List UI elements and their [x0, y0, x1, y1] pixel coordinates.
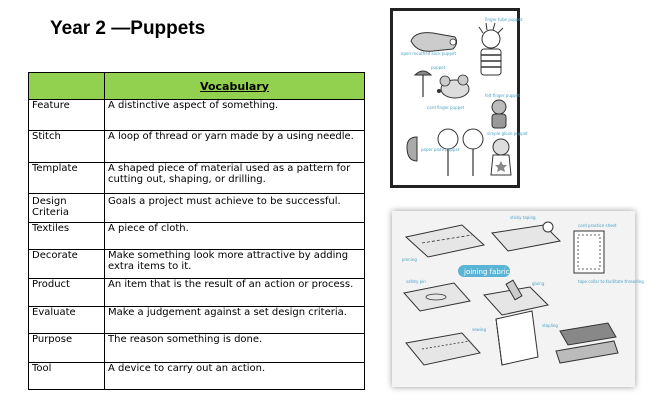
- term-cell: Decorate: [29, 250, 105, 279]
- table-row: [29, 334, 365, 363]
- finger-tube-puppet-icon: [479, 23, 503, 75]
- fabric-label: stapling: [542, 323, 558, 328]
- table-row: [29, 131, 365, 163]
- table-row: [29, 250, 365, 279]
- fabric-label: safety pin: [406, 279, 426, 284]
- fabrics-drawing: [392, 211, 644, 387]
- term-cell: Textiles: [29, 223, 105, 250]
- mouse-puppet-icon: [437, 75, 469, 98]
- page-title: Year 2 —Puppets: [50, 18, 206, 39]
- glove-puppet-icon: [491, 139, 511, 175]
- fabric-label: card practice sheet: [578, 223, 617, 228]
- paper-plate-puppet-icon: [438, 129, 483, 176]
- puppet-label: paper plate puppet: [421, 147, 460, 152]
- term-cell: Stitch: [29, 131, 105, 163]
- definition-cell: A distinctive aspect of something.: [105, 100, 365, 131]
- table-row: [29, 100, 365, 131]
- puppet-label: finger tube puppet: [485, 17, 523, 22]
- puppet-label: card finger puppet: [427, 105, 465, 110]
- puppets-illustration: [390, 8, 528, 188]
- puppets-drawing: [393, 11, 528, 185]
- term-cell: Feature: [29, 100, 105, 131]
- folded-card-icon: [496, 311, 538, 365]
- stick-puppet-icon: [415, 71, 431, 97]
- table-row: [29, 363, 365, 390]
- term-cell: Tool: [29, 363, 105, 390]
- puppet-label: open mouthed sock puppet: [401, 51, 457, 56]
- table-row: [29, 163, 365, 194]
- fabric-label: gluing: [532, 281, 545, 286]
- stapler-icon: [556, 323, 618, 363]
- table-row: [29, 279, 365, 307]
- card-practice-sheet-icon: [574, 231, 604, 273]
- vocabulary-header: Vocabulary: [105, 73, 365, 100]
- joining-fabrics-banner: joining fabrics: [464, 268, 514, 276]
- fabric-label: sewing: [472, 327, 487, 332]
- sock-puppet-icon: [411, 33, 457, 52]
- vocabulary-table: [28, 72, 365, 390]
- sticky-taping-icon: [492, 222, 560, 251]
- definition-cell: Make a judgement against a set design criteria.: [105, 307, 365, 334]
- term-cell: Purpose: [29, 334, 105, 363]
- table-header-row: [29, 73, 365, 100]
- fabric-label: tape collar to facilitate threading: [578, 279, 644, 284]
- definition-cell: An item that is the result of an action or process.: [105, 279, 365, 307]
- term-cell: Design Criteria: [29, 194, 105, 223]
- definition-cell: A loop of thread or yarn made by a using needle.: [105, 131, 365, 163]
- pinning-icon: [406, 225, 484, 257]
- puppet-label: simple glove puppet: [487, 131, 528, 136]
- fabric-label: sticky taping: [510, 215, 536, 220]
- table-row: [29, 223, 365, 250]
- definition-cell: A device to carry out an action.: [105, 363, 365, 390]
- puppet-label: felt finger puppet: [485, 93, 520, 98]
- definition-cell: A shaped piece of material used as a pattern for cutting out, shaping, or drilling.: [105, 163, 365, 194]
- definition-cell: A piece of cloth.: [105, 223, 365, 250]
- fabric-label: pinning: [402, 257, 417, 262]
- term-cell: Evaluate: [29, 307, 105, 334]
- definition-cell: The reason something is done.: [105, 334, 365, 363]
- table-row: [29, 307, 365, 334]
- puppet-label: puppet: [431, 65, 446, 70]
- card-puppet-icon: [407, 137, 417, 161]
- term-cell: Template: [29, 163, 105, 194]
- table-row: [29, 194, 365, 223]
- joining-fabrics-illustration: [392, 211, 644, 387]
- definition-cell: Goals a project must achieve to be successful.: [105, 194, 365, 223]
- safety-pin-icon: [404, 283, 470, 311]
- header-blank-cell: [29, 73, 105, 100]
- term-cell: Product: [29, 279, 105, 307]
- sewing-icon: [406, 333, 480, 365]
- felt-finger-puppet-icon: [492, 100, 506, 128]
- definition-cell: Make something look more attractive by adding extra items to it.: [105, 250, 365, 279]
